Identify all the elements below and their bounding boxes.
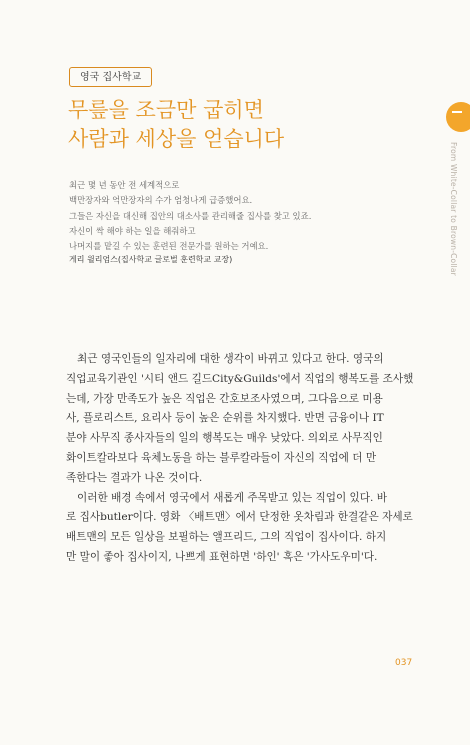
quote-line: 나머지를 맡길 수 있는 훈련된 전문가를 원하는 거예요. — [69, 241, 269, 252]
pull-quote — [69, 178, 311, 254]
body-line: 는데, 가장 만족도가 높은 직업은 간호보조사였으며, 그다음으로 미용 — [66, 392, 383, 405]
quote-line: 자신이 싹 해야 하는 일을 해줘하고 — [69, 225, 196, 236]
body-line: 최근 영국인들의 일자리에 대한 생각이 바뀌고 있다고 한다. 영국의 — [77, 353, 384, 365]
body-line: 화이트칼라보다 육체노동을 하는 블루칼라들이 자신의 직업에 더 만 — [66, 451, 377, 464]
section-tag: 영국 집사학교 — [69, 67, 152, 87]
body-line: 만 말이 좋아 집사이지, 나쁘게 표현하면 '하인' 혹은 '가사도우미'다. — [66, 550, 378, 563]
body-line: 분야 사무직 종사자들의 일의 행복도는 매우 낮았다. 의외로 사무직인 — [66, 432, 383, 445]
page-number: 037 — [395, 658, 413, 668]
quote-attribution: 게리 윌리엄스(집사학교 글로벌 훈련학교 교장) — [69, 255, 233, 264]
running-side-header: From White-Collar to Brown-Collar — [449, 142, 458, 276]
body-line: 배트맨의 모든 일상을 보필하는 앨프리드, 그의 직업이 집사이다. 하지 — [66, 531, 387, 544]
body-line: 이러한 배경 속에서 영국에서 새롭게 주목받고 있는 직업이 있다. 바 — [77, 491, 387, 504]
quote-line: 최근 몇 년 동안 전 세계적으로 — [69, 180, 180, 190]
body-line: 직업교육기관인 '시티 앤드 길드City&Guilds'에서 직업의 행복도를 조사했 — [66, 372, 414, 385]
quote-line: 그들은 자신을 대신해 집안의 대소사를 관리해줄 집사를 찾고 있죠. — [69, 210, 312, 221]
title-line-2: 사람과 세상을 얻습니다 — [68, 127, 285, 151]
body-text — [66, 350, 412, 568]
quote-line: 백만장자와 억만장자의 수가 엄청나게 급증했어요. — [69, 195, 253, 206]
tab-dash-icon — [452, 111, 462, 113]
chapter-tab-marker — [446, 102, 470, 132]
title-line-1: 무릎을 조금만 굽히면 — [68, 98, 264, 122]
chapter-title — [68, 96, 284, 154]
body-line: 사, 플로리스트, 요리사 등이 높은 순위를 차지했다. 반면 금융이나 IT — [66, 412, 384, 425]
body-line: 족한다는 결과가 나온 것이다. — [66, 471, 203, 484]
body-line: 로 집사butler이다. 영화 〈배트맨〉에서 단정한 옷차림과 한결같은 자세로 — [66, 511, 413, 524]
